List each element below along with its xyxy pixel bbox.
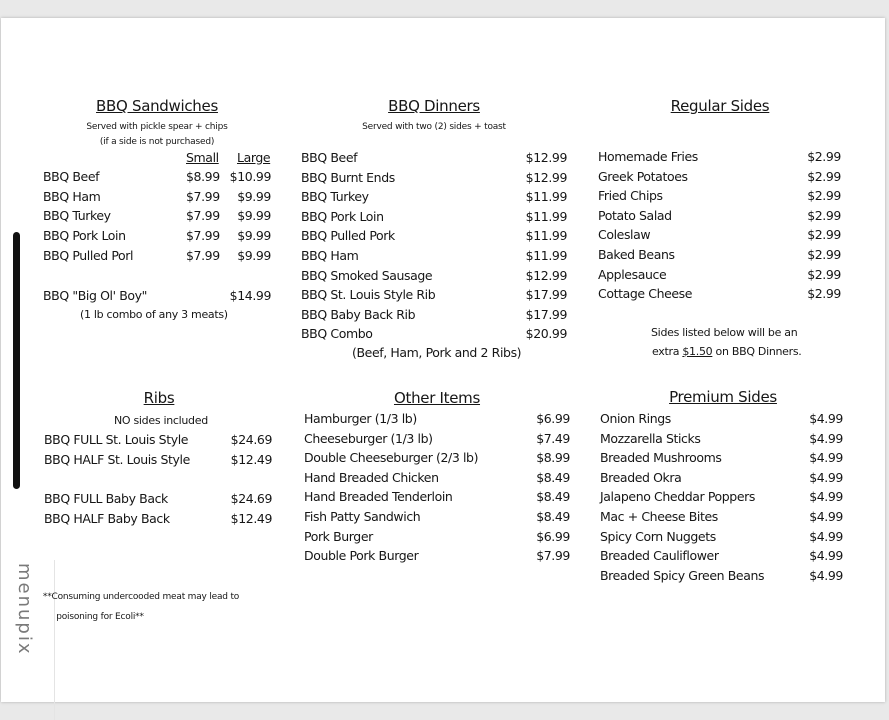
item-name: BBQ Ham xyxy=(301,248,359,263)
menu-item xyxy=(304,411,570,429)
menu-item xyxy=(301,287,567,305)
section-title-premium-sides: Premium Sides xyxy=(669,388,777,406)
item-price: $20.99 xyxy=(525,326,567,342)
item-price-large: $9.99 xyxy=(237,247,271,263)
menu-item xyxy=(600,529,843,547)
item-price: $8.99 xyxy=(536,450,570,466)
item-price-large: $10.99 xyxy=(229,169,271,184)
item-name: BBQ St. Louis Style Rib xyxy=(301,287,436,303)
item-price: $12.99 xyxy=(525,169,567,185)
item-price: $11.99 xyxy=(525,228,567,244)
menu-item xyxy=(600,548,843,566)
item-name: Spicy Corn Nuggets xyxy=(600,528,716,544)
section-title-regular-sides: Regular Sides xyxy=(670,97,770,115)
menu-item xyxy=(600,489,843,507)
item-name: Homemade Fries xyxy=(598,149,698,164)
item-name: BBQ Turkey xyxy=(43,208,111,224)
menu-item xyxy=(600,509,843,527)
warning-line-1: **Consuming undercooded meat may lead to xyxy=(42,592,240,602)
menu-item xyxy=(304,529,570,547)
item-price: $17.99 xyxy=(525,287,567,303)
item-name: Coleslaw xyxy=(598,227,651,243)
item-name: BBQ FULL St. Louis Style xyxy=(44,432,189,447)
ribs-note: NO sides included xyxy=(114,414,208,427)
item-name: BBQ Smoked Sausage xyxy=(301,267,433,283)
item-price-small: $8.99 xyxy=(186,169,220,184)
item-name: Onion Rings xyxy=(600,411,671,426)
item-name: Cottage Cheese xyxy=(598,286,693,302)
item-name: BBQ Baby Back Rib xyxy=(301,306,416,322)
item-name: BBQ HALF St. Louis Style xyxy=(44,452,190,467)
item-name: Hamburger (1/3 lb) xyxy=(304,411,417,426)
item-name: Greek Potatoes xyxy=(598,168,688,184)
item-name: BBQ Turkey xyxy=(301,189,369,205)
item-name: Breaded Cauliflower xyxy=(600,548,719,564)
menu-item xyxy=(301,228,567,246)
item-name: Double Pork Burger xyxy=(304,548,419,564)
item-name: Cheeseburger (1/3 lb) xyxy=(304,430,433,446)
menu-item xyxy=(304,431,570,449)
menu-item xyxy=(600,431,843,449)
menu-item xyxy=(44,491,272,509)
item-name: BBQ Beef xyxy=(43,169,100,184)
warning-line-2: poisoning for Ecoli** xyxy=(56,612,144,622)
sandwiches-note-2: (if a side is not purchased) xyxy=(99,137,215,147)
item-name: BBQ Combo xyxy=(301,326,373,342)
item-price: $4.99 xyxy=(809,528,843,544)
menu-item xyxy=(598,247,841,265)
menu-item xyxy=(301,209,567,227)
item-price: $14.99 xyxy=(229,288,271,303)
section-title-ribs: Ribs xyxy=(143,389,175,407)
col-header-large: Large xyxy=(237,150,271,165)
item-price: $2.99 xyxy=(807,168,841,184)
item-price: $2.99 xyxy=(807,207,841,223)
item-name: BBQ Pork Loin xyxy=(301,208,384,224)
item-price: $11.99 xyxy=(525,189,567,205)
item-price-small: $7.99 xyxy=(186,188,220,204)
item-price-large: $9.99 xyxy=(237,188,271,204)
menu-item xyxy=(600,470,843,488)
sandwiches-note: Served with pickle spear + chips xyxy=(86,122,228,132)
menu-item xyxy=(301,189,567,207)
item-price: $24.69 xyxy=(230,491,272,506)
item-price: $4.99 xyxy=(809,489,843,505)
dinners-note: Served with two (2) sides + toast xyxy=(362,122,506,132)
item-price: $2.99 xyxy=(807,188,841,204)
item-name: Hand Breaded Chicken xyxy=(304,469,439,485)
item-name: BBQ Ham xyxy=(43,188,101,204)
item-name: Baked Beans xyxy=(598,247,675,262)
menu-item xyxy=(43,189,271,207)
item-price-small: $7.99 xyxy=(186,228,220,244)
item-price: $11.99 xyxy=(525,248,567,263)
menu-item xyxy=(43,228,271,246)
item-price: $2.99 xyxy=(807,286,841,302)
menu-item xyxy=(304,470,570,488)
menu-item xyxy=(304,450,570,468)
item-price: $4.99 xyxy=(809,567,843,583)
menu-item xyxy=(301,248,567,266)
item-name: Fish Patty Sandwich xyxy=(304,509,421,524)
item-price: $4.99 xyxy=(809,509,843,524)
menu-item xyxy=(43,169,271,187)
item-name: BBQ Pulled Porl xyxy=(43,247,134,263)
item-price: $7.99 xyxy=(536,548,570,564)
item-price: $4.99 xyxy=(809,548,843,564)
menu-item xyxy=(43,248,271,266)
scrollbar[interactable] xyxy=(13,232,20,489)
item-price: $4.99 xyxy=(809,469,843,485)
item-price: $6.99 xyxy=(536,411,570,426)
item-price: $4.99 xyxy=(809,450,843,466)
item-name: BBQ "Big Ol' Boy" xyxy=(43,288,147,303)
item-name: BBQ Burnt Ends xyxy=(301,169,395,185)
menu-item xyxy=(301,326,567,344)
menu-item-big-ol-boy xyxy=(43,288,271,306)
item-name: Breaded Spicy Green Beans xyxy=(600,567,765,583)
menu-item xyxy=(304,489,570,507)
item-price: $8.49 xyxy=(536,509,570,524)
combo-note: (Beef, Ham, Pork and 2 Ribs) xyxy=(352,345,522,360)
item-name: Fried Chips xyxy=(598,188,663,204)
item-price: $2.99 xyxy=(807,227,841,243)
extra-price: $1.50 xyxy=(682,345,713,358)
item-name: Jalapeno Cheddar Poppers xyxy=(600,489,755,505)
item-price: $7.49 xyxy=(536,430,570,446)
menu-item xyxy=(598,227,841,245)
item-name: Applesauce xyxy=(598,266,667,282)
big-ol-boy-note: (1 lb combo of any 3 meats) xyxy=(80,308,228,321)
menu-item xyxy=(598,267,841,285)
item-price: $2.99 xyxy=(807,149,841,164)
item-price-small: $7.99 xyxy=(186,247,220,263)
item-name: Breaded Mushrooms xyxy=(600,450,722,466)
menu-item xyxy=(598,188,841,206)
item-name: Pork Burger xyxy=(304,528,373,544)
watermark: menupix xyxy=(14,563,35,656)
item-name: BBQ Pork Loin xyxy=(43,228,126,244)
item-name: BBQ Pulled Pork xyxy=(301,228,395,244)
item-name: Double Cheeseburger (2/3 lb) xyxy=(304,450,479,466)
item-price: $2.99 xyxy=(807,266,841,282)
section-title-sandwiches: BBQ Sandwiches xyxy=(96,97,218,115)
item-name: Breaded Okra xyxy=(600,469,682,485)
menu-item xyxy=(44,452,272,470)
section-title-dinners: BBQ Dinners xyxy=(388,97,480,115)
menu-item xyxy=(44,511,272,529)
item-price-large: $9.99 xyxy=(237,228,271,244)
item-price: $12.49 xyxy=(230,511,272,526)
menu-item xyxy=(301,170,567,188)
item-price-large: $9.99 xyxy=(237,208,271,224)
menu-item xyxy=(600,568,843,586)
item-price: $4.99 xyxy=(809,430,843,446)
item-name: Mozzarella Sticks xyxy=(600,430,701,446)
menu-item xyxy=(304,548,570,566)
extra-note-line-2: extra $1.50 on BBQ Dinners. xyxy=(652,345,802,358)
item-price-small: $7.99 xyxy=(186,208,220,224)
item-price: $6.99 xyxy=(536,528,570,544)
item-name: BBQ HALF Baby Back xyxy=(44,511,170,526)
item-price: $8.49 xyxy=(536,489,570,505)
item-name: Hand Breaded Tenderloin xyxy=(304,489,453,505)
item-price: $12.49 xyxy=(230,452,272,467)
menu-item xyxy=(304,509,570,527)
item-name: BBQ Beef xyxy=(301,150,358,165)
menu-item xyxy=(600,450,843,468)
menu-item xyxy=(44,432,272,450)
item-price: $2.99 xyxy=(807,247,841,262)
item-price: $12.99 xyxy=(525,150,567,165)
menu-item xyxy=(598,169,841,187)
item-name: Potato Salad xyxy=(598,207,672,223)
item-price: $8.49 xyxy=(536,469,570,485)
col-header-small: Small xyxy=(186,150,219,165)
menu-item xyxy=(301,268,567,286)
menu-item xyxy=(301,307,567,325)
section-title-other-items: Other Items xyxy=(393,389,481,407)
item-price: $24.69 xyxy=(230,432,272,447)
item-price: $12.99 xyxy=(525,267,567,283)
menu-item xyxy=(598,208,841,226)
item-price: $17.99 xyxy=(525,306,567,322)
menu-item xyxy=(301,150,567,168)
menu-item xyxy=(598,286,841,304)
menu-item xyxy=(600,411,843,429)
item-name: BBQ FULL Baby Back xyxy=(44,491,168,506)
extra-note-line-1: Sides listed below will be an xyxy=(651,326,798,339)
menu-item xyxy=(43,208,271,226)
menu-item xyxy=(598,149,841,167)
item-name: Mac + Cheese Bites xyxy=(600,509,718,524)
item-price: $11.99 xyxy=(525,208,567,224)
item-price: $4.99 xyxy=(809,411,843,426)
